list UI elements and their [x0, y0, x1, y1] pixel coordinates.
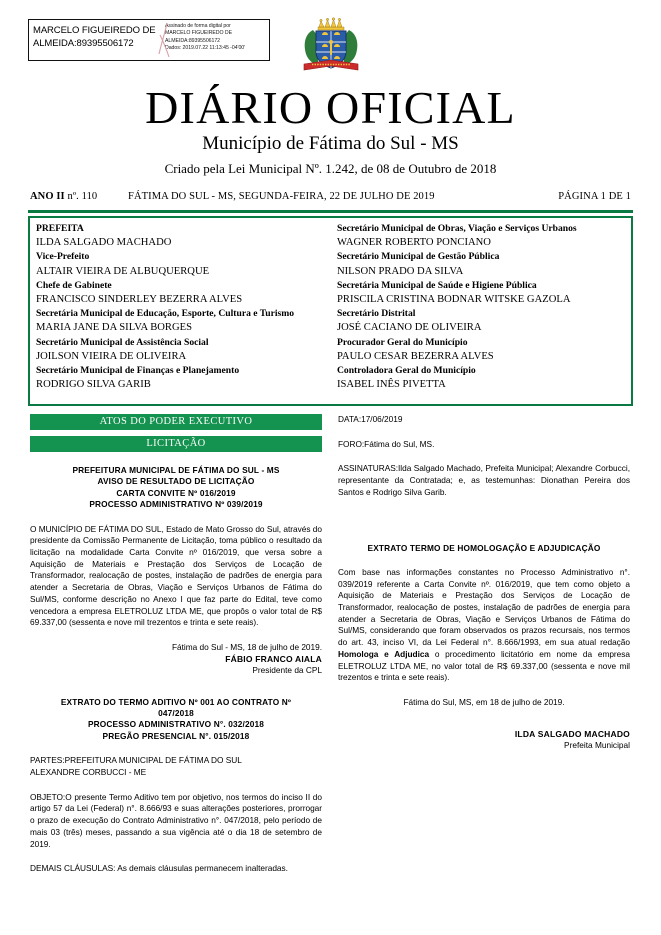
page-indicator: PÁGINA 1 DE 1	[558, 191, 631, 202]
aditivo-assinaturas: ASSINATURAS:Ilda Salgado Machado, Prefeita Municipal; Alexandre Corbucci, representante da Contratada; e, as testemunhas: Dionathan Pereira dos Santos e Rodrigo Silva Garib.	[338, 463, 630, 497]
official-role: Secretário Municipal de Finanças e Planejamento	[36, 365, 240, 377]
section-header-atos: ATOS DO PODER EXECUTIVO	[30, 414, 322, 430]
issue-bar	[28, 190, 633, 213]
signature-line-3: ALMEIDA:89395506172	[165, 37, 221, 44]
official-name: PRISCILA CRISTINA BODNAR WITSKE GAZOLA	[337, 294, 571, 306]
right-column	[338, 414, 630, 752]
official-name: ISABEL INÊS PIVETTA	[337, 379, 446, 391]
official-role: Secretária Municipal de Saúde e Higiene Pública	[337, 279, 537, 291]
official-name: ILDA SALGADO MACHADO	[36, 237, 172, 249]
signature-signer-name: MARCELO FIGUEIREDO DE ALMEIDA:89395506172	[33, 25, 156, 49]
masthead-law-line: Criado pela Lei Municipal Nº. 1.242, de 08 de Outubro de 2018	[164, 161, 497, 176]
notice1-body: O MUNICÍPIO DE FÁTIMA DO SUL, Estado de Mato Grosso do Sul, através do presidente da Comissão Permanente de Licitação, toma público o resultado da licitação na modalidade Carta Convite nº 016/2019, que versa sobre a Aquisição de Materiais e Prestação dos Serviços de Locação de Transformador, realocação de postes, instalação de padrões de energia para atender a Secretaria de Obras, Viação e Serviços Urbanos de Fátima do Sul/MS, conforme descrição no Anexo I que faz parte do Edital, teve como vencedora a empresa ELETROLUZ LTDA ME, que propôs o valor total de R$ 69.337,00 (sessenta e nove mil trezentos e trinta e sete reais).	[30, 523, 322, 628]
officials-column-left	[30, 218, 331, 404]
homologacao-signer-role: Prefeita Municipal	[564, 740, 630, 751]
notice1-title-line2: AVISO DE RESULTADO DE LICITAÇÃO	[97, 476, 255, 487]
homologacao-body-emphasis: Homologa e Adjudica	[338, 648, 430, 659]
signature-line-4: Dados: 2019.07.22 11:13:45 -04'00'	[165, 44, 246, 51]
issue-place-date: FÁTIMA DO SUL - MS, SEGUNDA-FEIRA, 22 DE JULHO DE 2019	[128, 191, 435, 202]
official-name: ALTAIR VIEIRA DE ALBUQUERQUE	[36, 265, 210, 277]
official-name: WAGNER ROBERTO PONCIANO	[337, 237, 491, 249]
official-role: Chefe de Gabinete	[36, 279, 112, 291]
notice1-title-line4: PROCESSO ADMINISTRATIVO Nº 039/2019	[89, 499, 263, 510]
issue-number-group	[30, 191, 97, 202]
official-name: NILSON PRADO DA SILVA	[337, 265, 464, 277]
notice2-title-line3: PROCESSO ADMINISTRATIVO N°. 032/2018	[87, 719, 265, 730]
masthead	[0, 82, 661, 178]
official-role: Secretário Municipal de Obras, Viação e Serviços Urbanos	[337, 223, 577, 234]
signature-details	[157, 20, 269, 60]
digital-signature-box	[28, 19, 270, 61]
left-column	[30, 414, 322, 875]
homologacao-title: EXTRATO TERMO DE HOMOLOGAÇÃO E ADJUDICAÇÃO	[367, 542, 601, 553]
official-name: RODRIGO SILVA GARIB	[36, 379, 151, 391]
homologacao-body-part1: Com base nas informações constantes no Processo Administrativo n°. 039/2019 referente a Carta Convite nº. 016/2019, que tem como objeto a Aquisição de Materiais e Prestação dos Serviços de Locação de Transformador, realocação de postes, instalação de padrões de energia para atender a Secretaria de Obras, Viação e Serviços Urbanos de Fátima do Sul/MS, considerando que foram observados os prazos recursais, nos termos do art. 43, inciso VI, da Lei Federal n°. 8.666/1993, em sua atual redação	[338, 566, 630, 648]
official-name: FRANCISCO SINDERLEY BEZERRA ALVES	[36, 294, 243, 306]
notice2-partes-line1: PARTES:PREFEITURA MUNICIPAL DE FÁTIMA DO SUL	[30, 755, 242, 766]
section-header-licitacao: LICITAÇÃO	[30, 436, 322, 452]
notice1-signer-role: Presidente da CPL	[252, 665, 322, 676]
official-name: MARIA JANE DA SILVA BORGES	[36, 322, 192, 334]
signature-line-2: MARCELO FIGUEIREDO DE	[165, 30, 232, 37]
official-role: PREFEITA	[36, 223, 84, 234]
notice1-title-line3: CARTA CONVITE Nº 016/2019	[116, 487, 236, 498]
official-role: Secretário Municipal de Assistência Social	[36, 336, 209, 348]
notice2-partes-line2: ALEXANDRE CORBUCCI - ME	[30, 766, 147, 777]
official-name: JOSÉ CACIANO DE OLIVEIRA	[337, 322, 482, 334]
official-name: PAULO CESAR BEZERRA ALVES	[337, 350, 494, 362]
notice1-signer: FÁBIO FRANCO AIALA	[225, 653, 322, 664]
coat-of-arms-icon	[300, 16, 362, 78]
homologacao-body-part2: o procedimento licitatório em nome da empresa ELETROLUZ LTDA ME, no valor total de R$ 69.337,00 (sessenta e nove mil trezentos e trinta e sete reais).	[338, 648, 630, 683]
official-role: Vice-Prefeito	[36, 251, 90, 263]
page-title: DIÁRIO OFICIAL	[145, 82, 516, 133]
notice2-title-line1: EXTRATO DO TERMO ADITIVO Nº 001 AO CONTRATO Nº	[60, 696, 292, 707]
homologacao-place-date: Fátima do Sul, MS, em 18 de julho de 2019.	[403, 696, 565, 707]
signature-line-1: Assinado de forma digital por	[165, 23, 231, 29]
notice1-place-date: Fátima do Sul - MS, 18 de julho de 2019.	[171, 641, 322, 652]
officials-box	[28, 216, 633, 406]
issue-year: ANO II	[30, 191, 65, 202]
official-role: Secretária Municipal de Educação, Esporte, Cultura e Turismo	[36, 308, 295, 320]
issue-number: nº. 110	[67, 191, 98, 202]
notice1-title-line1: PREFEITURA MUNICIPAL DE FÁTIMA DO SUL - MS	[72, 465, 280, 475]
official-name: JOILSON VIEIRA DE OLIVEIRA	[36, 350, 187, 362]
official-role: Secretário Municipal de Gestão Pública	[337, 251, 500, 263]
notice2-title-line2: 047/2018	[158, 708, 194, 719]
official-role: Procurador Geral do Município	[337, 336, 468, 348]
official-role: Secretário Distrital	[337, 308, 416, 320]
official-role: Controladora Geral do Município	[337, 365, 476, 377]
officials-column-right	[331, 218, 631, 404]
homologacao-body	[338, 567, 630, 684]
notice2-title-line4: PREGÃO PRESENCIAL N°. 015/2018	[102, 730, 250, 741]
aditivo-data: DATA:17/06/2019	[338, 414, 403, 424]
homologacao-signer: ILDA SALGADO MACHADO	[514, 728, 630, 739]
masthead-subtitle: Município de Fátima do Sul - MS	[202, 133, 459, 154]
notice2-objeto: OBJETO:O presente Termo Aditivo tem por objetivo, nos termos do inciso II do artigo 57 da Lei (Federal) n°. 8.666/93 e suas alterações posteriores, prorrogar o prazo de execução do Contrato Administrativo n°. 047/2018, pelo período de mais 03 (três) meses, passando a sua vigência até o dia 18 de setembro de 2019.	[30, 791, 322, 849]
aditivo-foro: FORO:Fátima do Sul, MS.	[338, 438, 435, 449]
notice2-demais-clausulas: DEMAIS CLÁUSULAS: As demais cláusulas permanecem inalteradas.	[30, 863, 288, 874]
